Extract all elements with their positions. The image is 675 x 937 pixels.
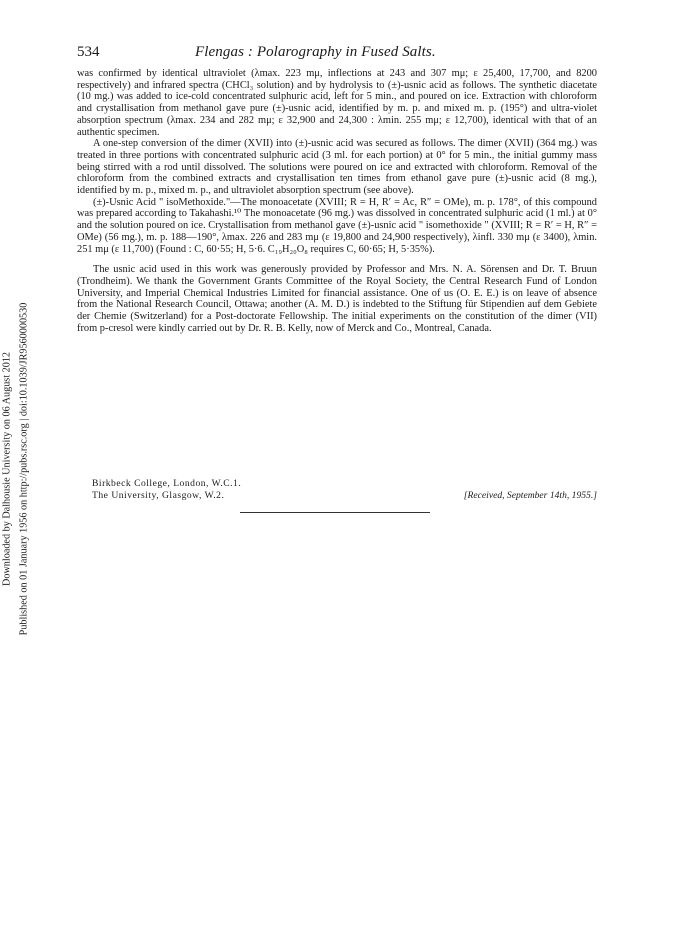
publication-notice xyxy=(17,0,31,937)
article-body xyxy=(77,68,597,334)
affiliation-line-2: The University, Glasgow, W.2. xyxy=(92,489,225,501)
download-notice xyxy=(0,0,14,937)
page-number: 534 xyxy=(77,44,100,60)
page-header xyxy=(77,44,597,64)
publication-notice-text: Published on 01 January 1956 on http://pubs.rsc.org | doi:10.1039/JR9560000530 xyxy=(18,302,30,635)
paragraph-hydrolysis: was confirmed by identical ultraviolet (λmax. 223 mμ, inflections at 243 and 307 mμ; ε 25,400, 17,700, and 8200 respectively) and infrared spectra (CHCl₃ solution) and by hydrolysis to (±)-usnic acid as follows. The synthetic diacetate (10 mg.) was added to ice-cold concentrated sulphuric acid, left for 5 min., and poured on ice. Extraction with chloroform and crystallisation from methanol gave pure (±)-usnic acid, identified by m. p. and mixed m. p. (195°) and ultra-violet absorption spectrum (λmax. 234 and 282 mμ; ε 32,900 and 24,300 : λmin. 255 mμ; ε 12,700), identical with that of an authentic specimen. xyxy=(77,68,597,138)
running-head: Flengas : Polarography in Fused Salts. xyxy=(195,44,436,60)
paragraph-isomethoxide: (±)-Usnic Acid " isoMethoxide."—The monoacetate (XVIII; R = H, R′ = Ac, R″ = OMe), m. p. 178°, of this compound was prepared according to Takahashi.¹⁰ The monoacetate (96 mg.) was dissolved in concentrated sulphuric acid (1 ml.) at 0° and the solution poured on ice. Crystallisation from methanol gave (±)-usnic acid " isomethoxide " (XVIII; R = R′ = H, R″ = OMe) (56 mg.), m. p. 188—190°, λmax. 226 and 283 mμ (ε 19,800 and 24,900 respectively), λinfl. 330 mμ (ε 3400), λmin. 251 mμ (ε 11,700) (Found : C, 60·55; H, 5·6. C₁₉H₂₀O₈ requires C, 60·65; H, 5·35%). xyxy=(77,196,597,255)
paragraph-gap xyxy=(77,255,597,264)
download-notice-text: Downloaded by Dalhousie University on 06 August 2012 xyxy=(1,351,13,586)
received-date: [Received, September 14th, 1955.] xyxy=(463,489,597,501)
paragraph-acknowledgements: The usnic acid used in this work was generously provided by Professor and Mrs. N. A. Sörensen and Dr. T. Bruun (Trondheim). We thank the Government Grants Committee of the Royal Society, the Central Research Fund of London University, and Imperial Chemical Industries Limited for financial assistance. One of us (O. E. E.) is on leave of absence from the National Research Council, Ottawa; another (A. M. D.) is indebted to the Stiftung für Stipendien auf dem Gebiete der Chemie (Switzerland) for a Post-doctorate Fellowship. The initial experiments on the constitution of the dimer (VII) from p-cresol were kindly carried out by Dr. R. B. Kelly, now of Merck and Co., Montreal, Canada. xyxy=(77,264,597,334)
affiliation-block xyxy=(92,478,597,501)
paragraph-one-step-conversion: A one-step conversion of the dimer (XVII) into (±)-usnic acid was secured as follows. The dimer (XVII) (364 mg.) was treated in three portions with concentrated sulphuric acid (3 ml. for each portion) at 0° for 5 min., the initial gummy mass being stirred with a rod until dissolved. The solutions were poured on ice and extracted with chloroform. Removal of the chloroform from the combined extracts and crystallisation ten times from ethanol gave pure (±)-usnic acid (8 mg.), identified by m. p., mixed m. p., and ultraviolet absorption spectrum (see above). xyxy=(77,138,597,197)
end-rule xyxy=(240,512,430,513)
affiliation-line-1: Birkbeck College, London, W.C.1. xyxy=(92,478,242,489)
